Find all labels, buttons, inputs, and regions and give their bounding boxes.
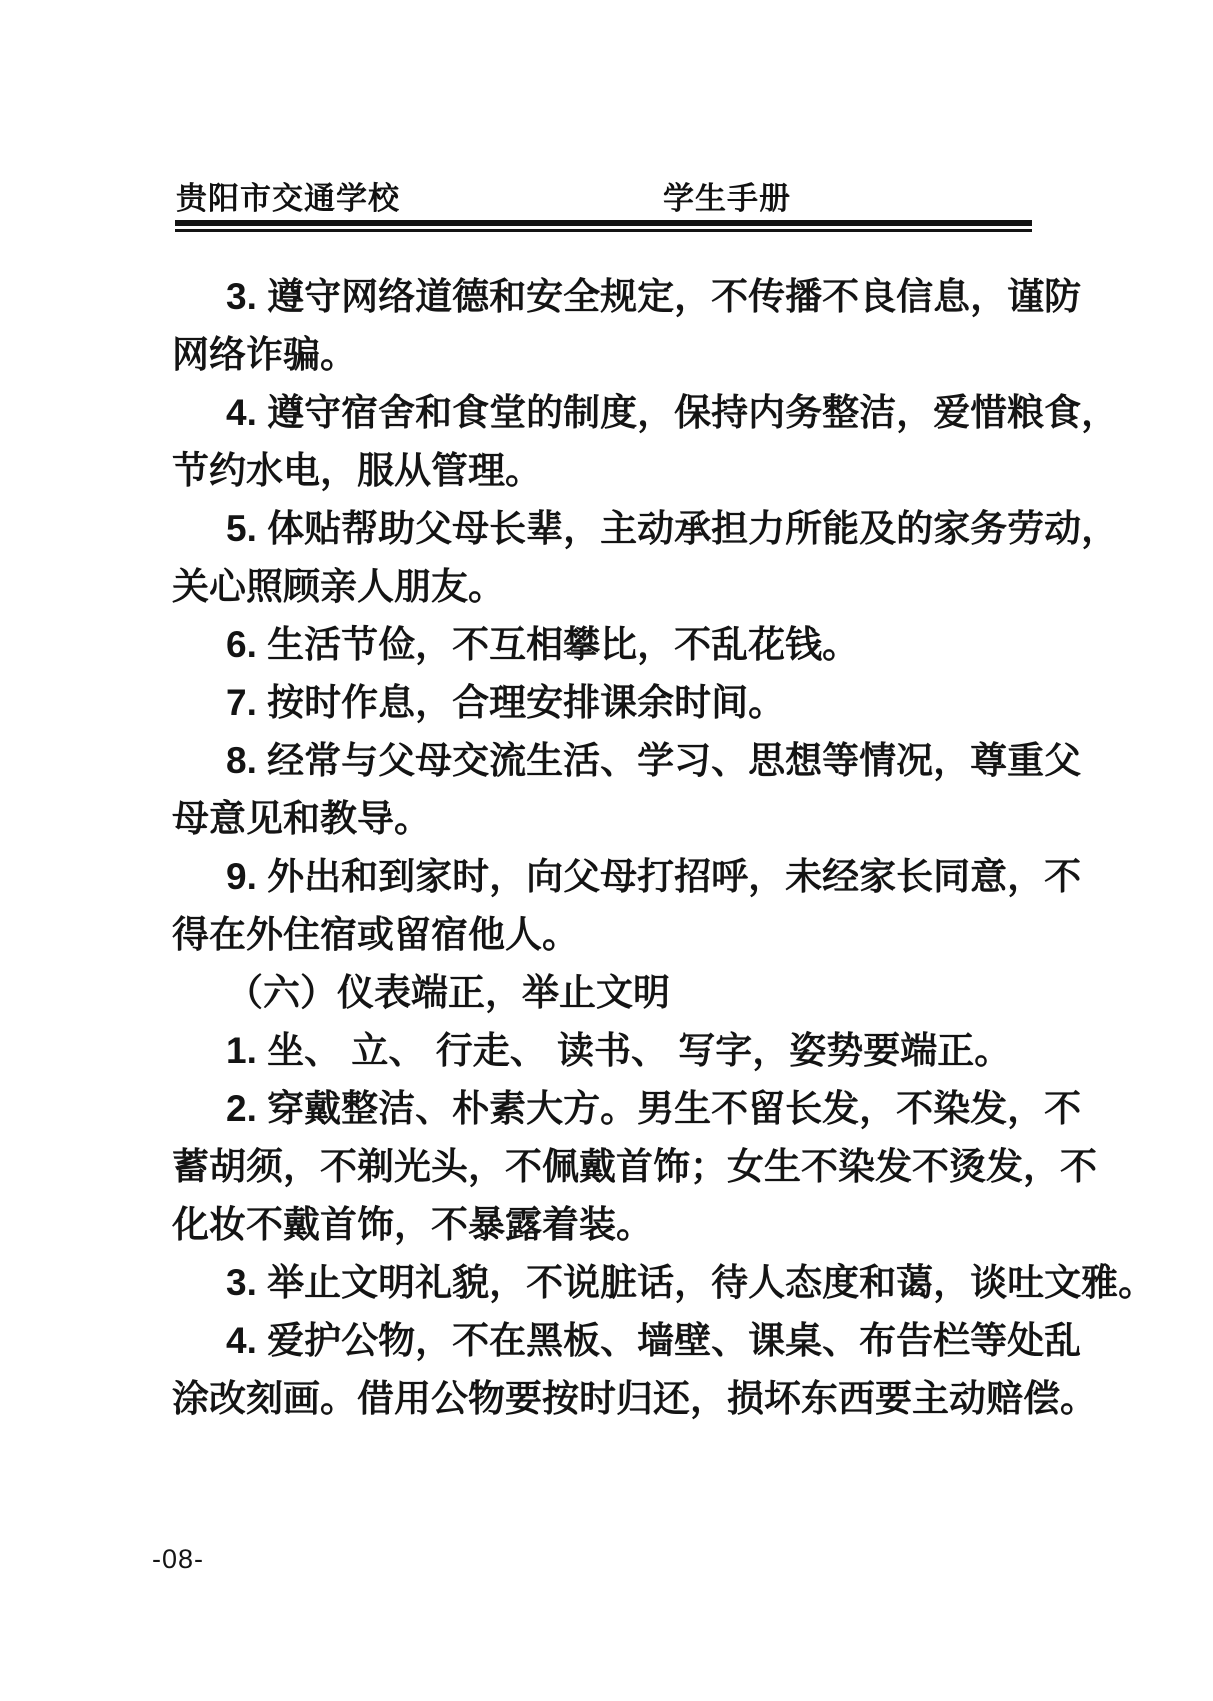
body-line-2: 网络诈骗。 — [172, 334, 357, 375]
body-line-4: 节约水电，服从管理。 — [172, 450, 542, 491]
body-line-13: （六）仪表端正，举止文明 — [226, 972, 670, 1013]
header-rule — [175, 220, 1032, 232]
body-line-15: 2. 穿戴整洁、朴素大方。男生不留长发，不染发，不 — [226, 1088, 1082, 1129]
body-line-12: 得在外住宿或留宿他人。 — [172, 914, 579, 955]
body-line-14: 1. 坐、 立、 行走、 读书、 写字，姿势要端正。 — [226, 1030, 1012, 1071]
body-line-1: 3. 遵守网络道德和安全规定，不传播不良信息，谨防 — [226, 276, 1082, 317]
body-line-19: 4. 爱护公物，不在黑板、墙壁、课桌、布告栏等处乱 — [226, 1320, 1082, 1361]
body-line-10: 母意见和教导。 — [172, 798, 431, 839]
header-school-name: 贵阳市交通学校 — [176, 181, 400, 216]
body-line-17: 化妆不戴首饰，不暴露着装。 — [172, 1204, 653, 1245]
body-line-3: 4. 遵守宿舍和食堂的制度，保持内务整洁，爱惜粮食， — [226, 392, 1119, 433]
body-line-6: 关心照顾亲人朋友。 — [172, 566, 505, 607]
body-line-11: 9. 外出和到家时，向父母打招呼，未经家长同意，不 — [226, 856, 1082, 897]
page-number: -08- — [152, 1544, 205, 1574]
document-body — [172, 268, 1156, 1428]
body-line-8: 7. 按时作息，合理安排课余时间。 — [226, 682, 786, 723]
body-line-20: 涂改刻画。借用公物要按时归还，损坏东西要主动赔偿。 — [172, 1378, 1097, 1419]
header-doc-title: 学生手册 — [663, 181, 791, 216]
body-line-5: 5. 体贴帮助父母长辈，主动承担力所能及的家务劳动， — [226, 508, 1119, 549]
body-line-9: 8. 经常与父母交流生活、学习、思想等情况，尊重父 — [226, 740, 1082, 781]
body-line-7: 6. 生活节俭，不互相攀比，不乱花钱。 — [226, 624, 860, 665]
body-line-18: 3. 举止文明礼貌，不说脏话，待人态度和蔼，谈吐文雅。 — [226, 1262, 1156, 1303]
body-line-16: 蓄胡须，不剃光头，不佩戴首饰；女生不染发不烫发，不 — [172, 1146, 1097, 1187]
